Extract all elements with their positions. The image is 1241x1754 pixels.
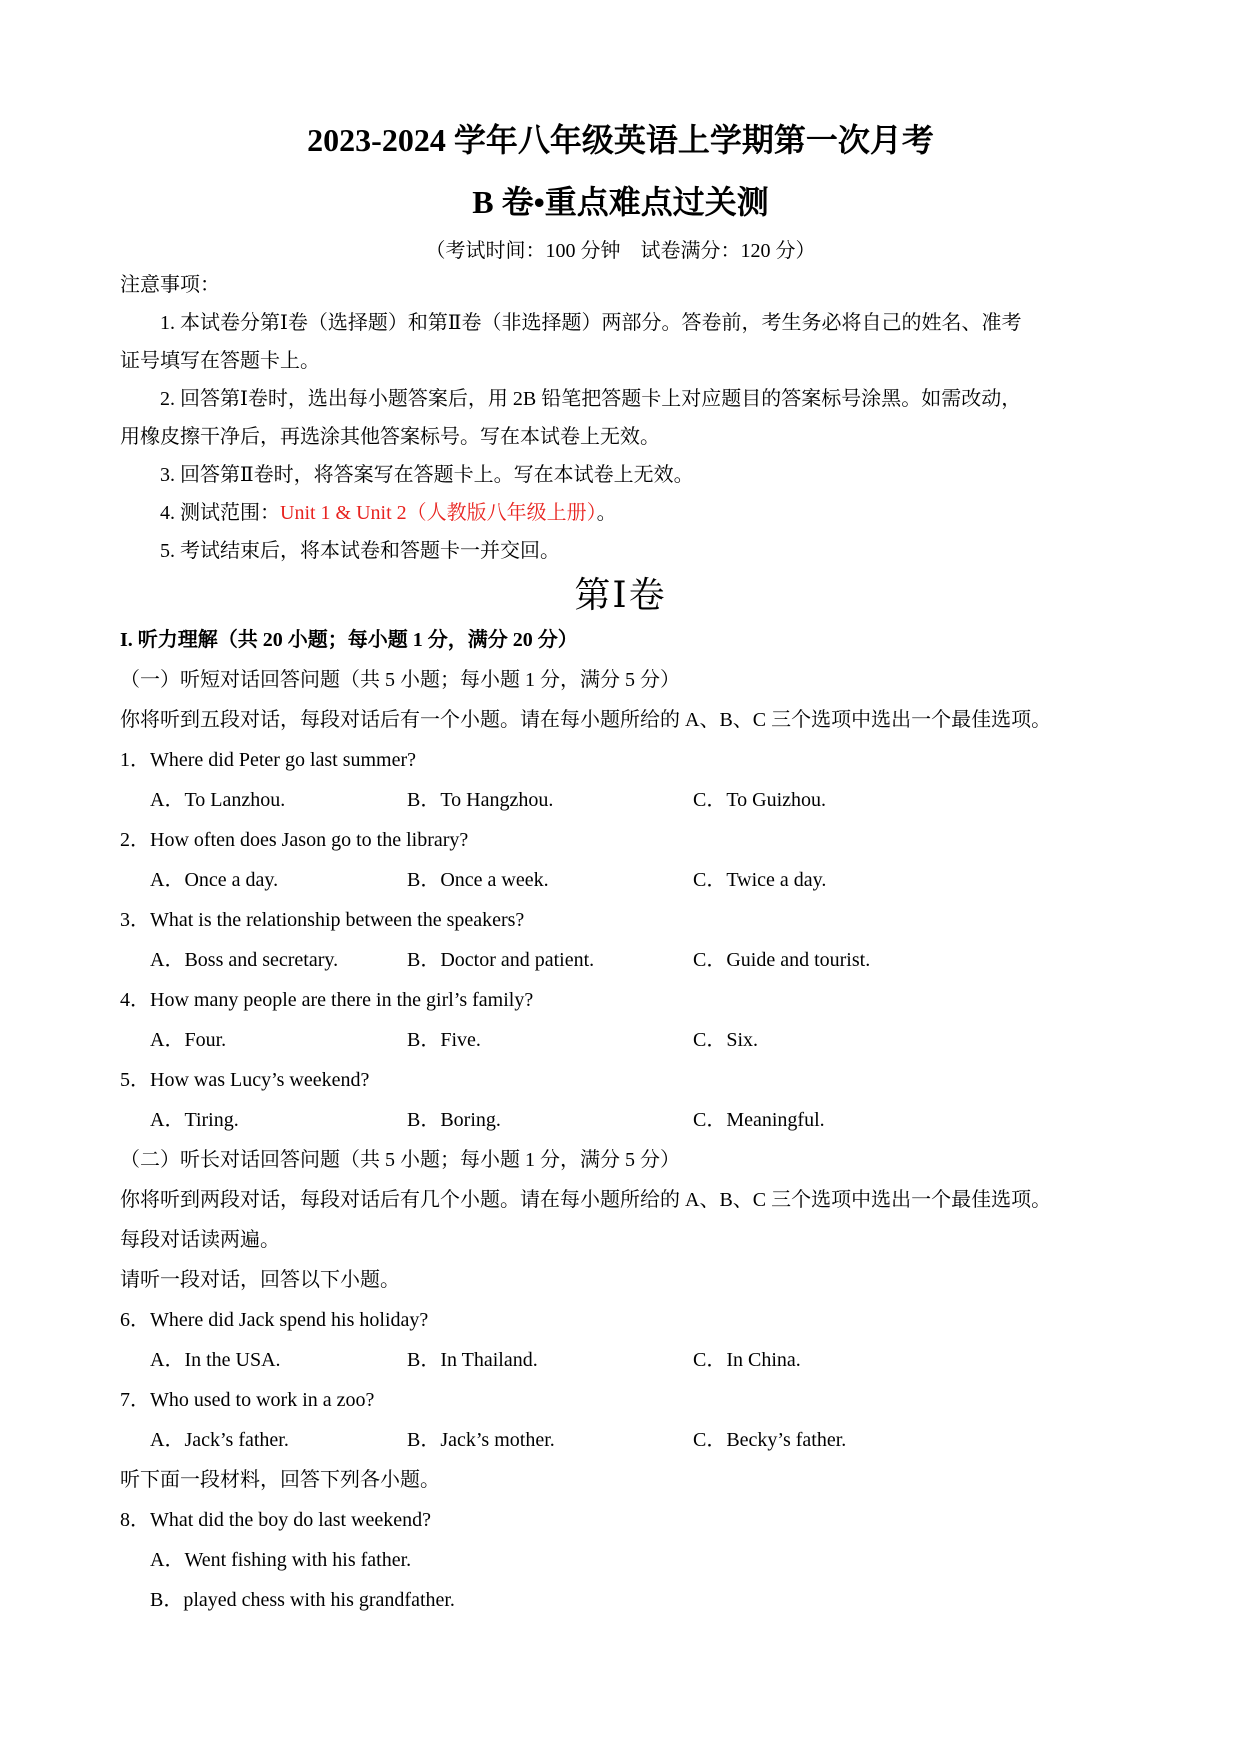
option-a: A．To Lanzhou.	[150, 789, 286, 811]
option-b: B．Jack’s mother.	[407, 1429, 555, 1451]
note-item-2-cont: 用橡皮擦干净后，再选涂其他答案标号。写在本试卷上无效。	[120, 426, 660, 448]
option-b: B．Once a week.	[407, 869, 549, 891]
note-item-4-prefix: 4. 测试范围：	[160, 502, 280, 524]
note-item-4-suffix: 。	[596, 502, 617, 524]
option-c: C．To Guizhou.	[693, 789, 827, 811]
question-options	[120, 1420, 1121, 1460]
question-stem: 3．What is the relationship between the speakers?	[120, 909, 525, 931]
question-stem: 6．Where did Jack spend his holiday?	[120, 1309, 429, 1331]
section-title: I. 听力理解（共 20 小题；每小题 1 分，满分 20 分）	[120, 629, 578, 651]
option-c: C．Twice a day.	[693, 869, 827, 891]
note-item-2: 2. 回答第Ⅰ卷时，选出每小题答案后，用 2B 铅笔把答题卡上对应题目的答案标号涂黑。如需改动，	[160, 388, 1022, 410]
question-group-2	[120, 1300, 1121, 1460]
note-item-1: 1. 本试卷分第Ⅰ卷（选择题）和第Ⅱ卷（非选择题）两部分。答卷前，考生务必将自己的姓名、准考	[160, 312, 1022, 334]
instruction: 你将听到五段对话，每段对话后有一个小题。请在每小题所给的 A、B、C 三个选项中选出一个最佳选项。	[120, 709, 1052, 731]
question-stem: 4．How many people are there in the girl’s family?	[120, 989, 534, 1011]
option-b: B．played chess with his grandfather.	[150, 1589, 455, 1611]
exam-title: 2023-2024 学年八年级英语上学期第一次月考	[307, 122, 934, 158]
option-b: B．Boring.	[407, 1109, 501, 1131]
question-stem: 8．What did the boy do last weekend?	[120, 1509, 432, 1531]
note-item-5: 5. 考试结束后，将本试卷和答题卡一并交回。	[160, 540, 560, 562]
option-c: C．Becky’s father.	[693, 1429, 847, 1451]
question-options	[120, 1100, 1121, 1140]
instruction: 你将听到两段对话，每段对话后有几个小题。请在每小题所给的 A、B、C 三个选项中选出一个最佳选项。	[120, 1189, 1052, 1211]
subsection-title: （二）听长对话回答问题（共 5 小题；每小题 1 分，满分 5 分）	[120, 1149, 680, 1171]
question-options	[120, 860, 1121, 900]
question-group-1	[120, 740, 1121, 1140]
question-stem: 7．Who used to work in a zoo?	[120, 1389, 375, 1411]
part-title: 第Ⅰ卷	[574, 575, 667, 615]
option-c: C．Guide and tourist.	[693, 949, 871, 971]
question-options	[120, 1340, 1121, 1380]
option-c: C．Six.	[693, 1029, 759, 1051]
option-b: B．Five.	[407, 1029, 481, 1051]
option-a: A．Tiring.	[150, 1109, 239, 1131]
option-c: C．Meaningful.	[693, 1109, 825, 1131]
notes-heading: 注意事项：	[120, 274, 220, 296]
question-options	[120, 940, 1121, 980]
option-a: A．Jack’s father.	[150, 1429, 289, 1451]
note-item-3: 3. 回答第Ⅱ卷时，将答案写在答题卡上。写在本试卷上无效。	[160, 464, 694, 486]
option-b: B．In Thailand.	[407, 1349, 538, 1371]
option-a: A．Four.	[150, 1029, 227, 1051]
dialog-intro: 听下面一段材料，回答下列各小题。	[120, 1469, 440, 1491]
option-a: A．Boss and secretary.	[150, 949, 339, 971]
dialog-intro: 请听一段对话，回答以下小题。	[120, 1269, 400, 1291]
test-scope: Unit 1 & Unit 2（人教版八年级上册）	[280, 502, 597, 524]
question-stem: 5．How was Lucy’s weekend?	[120, 1069, 370, 1091]
option-a: A．Went fishing with his father.	[150, 1549, 412, 1571]
option-a: A．In the USA.	[150, 1349, 281, 1371]
option-b: B．To Hangzhou.	[407, 789, 554, 811]
question-stem: 2．How often does Jason go to the library?	[120, 829, 469, 851]
note-item-4	[120, 494, 1121, 532]
note-item-1-cont: 证号填写在答题卡上。	[120, 350, 320, 372]
option-b: B．Doctor and patient.	[407, 949, 595, 971]
question-options	[120, 780, 1121, 820]
question-options	[120, 1020, 1121, 1060]
exam-subtitle: B 卷•重点难点过关测	[472, 184, 769, 220]
subsection-title: （一）听短对话回答问题（共 5 小题；每小题 1 分，满分 5 分）	[120, 669, 680, 691]
exam-info: （考试时间：100 分钟 试卷满分：120 分）	[425, 240, 816, 262]
question-stem: 1．Where did Peter go last summer?	[120, 749, 417, 771]
option-a: A．Once a day.	[150, 869, 279, 891]
option-c: C．In China.	[693, 1349, 801, 1371]
instruction-cont: 每段对话读两遍。	[120, 1229, 280, 1251]
